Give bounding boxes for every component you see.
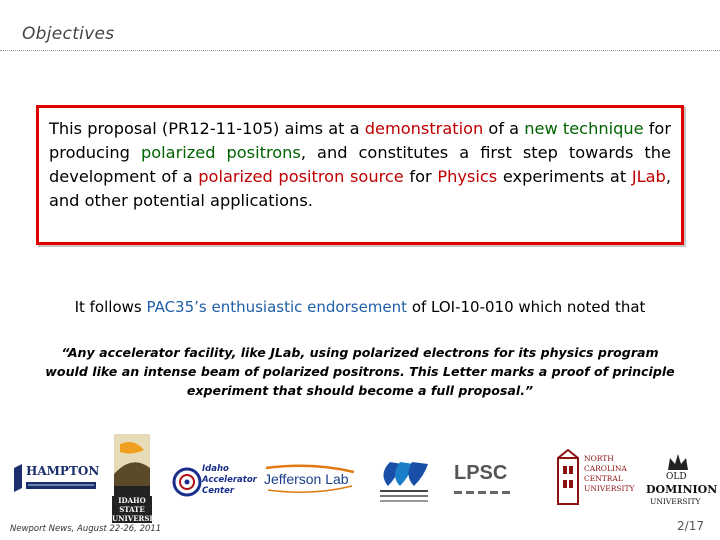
title-divider [0,50,720,51]
highlight-positron-source: polarized positron source [198,167,404,186]
odu-label-1: OLD [666,472,687,482]
lal-emblem-icon [376,458,432,504]
objective-box [36,105,684,245]
text-seg: This proposal (PR12-11-105) aims at a [49,119,365,138]
iac-label-2: Accelerator [202,475,257,485]
nccu-logo [556,448,636,512]
nccu-label-3: CENTRAL [584,474,623,483]
highlight-demonstration: demonstration [364,119,484,138]
odu-label-2: DOMINION [646,483,718,496]
highlight-physics: Physics [437,167,498,186]
text-seg: , and constitutes a first step towards the development of a [49,143,671,186]
lal-logo [376,458,432,504]
text-seg: for [403,167,438,186]
endorsement-line [0,298,720,316]
lpsc-dots-icon [454,488,520,498]
idaho-state-label: IDAHO STATE UNIVERSITY [112,496,163,523]
nccu-label-1: NORTH [584,454,614,463]
idaho-state-photo-icon [110,434,154,496]
page-number: 2/17 [677,519,704,533]
endorsement-post: of LOI-10-010 which noted that [407,298,646,316]
highlight-polarized-positrons: polarized positrons [140,143,301,162]
lpsc-label: LPSC [454,462,508,484]
odu-label-3: UNIVERSITY [650,497,701,506]
nccu-label-4: UNIVERSITY [584,484,635,493]
nccu-label-2: CAROLINA [584,464,627,473]
jlab-label: Jefferson Lab [264,471,349,487]
objective-text [49,117,671,213]
idaho-state-logo [110,434,163,532]
pac-quote: “Any accelerator facility, like JLab, using polarized electrons for its physics program would like an intense beam of polarized positrons. This Letter marks a proof of principle experiment that should become a full proposal.” [45,345,675,398]
odu-logo [644,452,718,516]
idaho-accelerator-center-logo [172,462,257,502]
iac-swirl-icon [172,462,202,502]
highlight-jlab: JLab [631,167,666,186]
text-seg: , and other potential applications. [49,167,671,210]
endorsement-pre: It follows [74,298,147,316]
odu-crown-icon [666,452,690,472]
highlight-new-technique: new technique [524,119,644,138]
partner-logos [0,432,720,532]
footer-event: Newport News, August 22-26, 2011 [10,524,162,534]
pac35-endorsement: PAC35’s enthusiastic endorsement [146,298,408,316]
iac-label-3: Center [202,486,235,496]
text-seg: experiments at [497,167,632,186]
lpsc-logo [452,462,522,502]
hampton-logo [10,462,98,496]
slide-title: Objectives [22,24,115,44]
text-seg: for producing [49,119,671,162]
nccu-building-icon [556,448,582,508]
jefferson-lab-logo [262,464,358,494]
hampton-label: HAMPTON [26,464,100,478]
text-seg: of a [483,119,525,138]
iac-label-1: Idaho [202,464,229,474]
